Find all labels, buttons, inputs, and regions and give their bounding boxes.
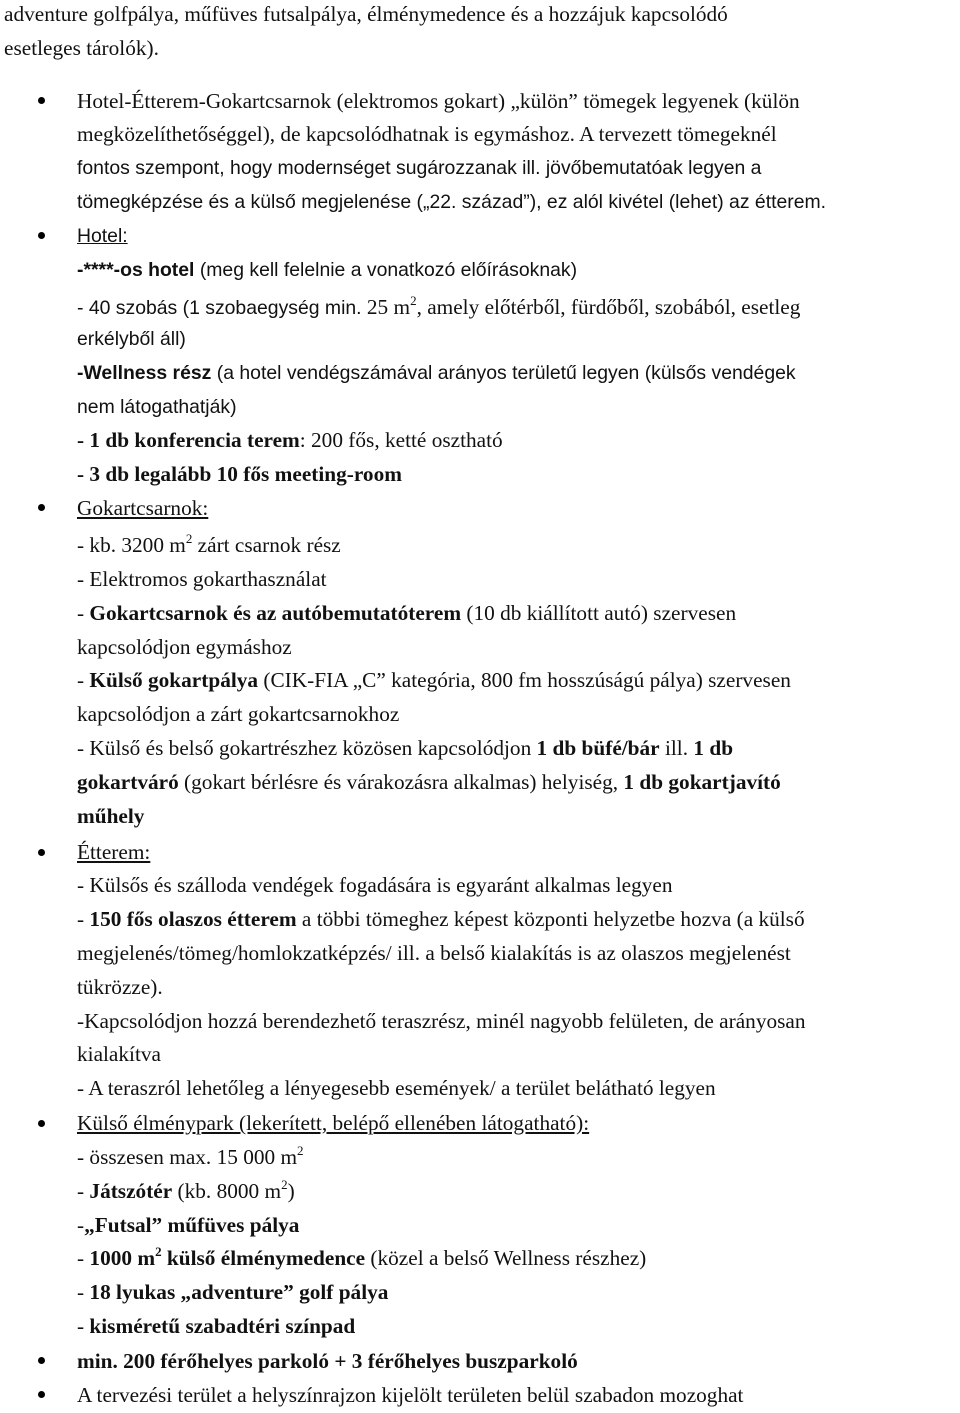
bullet-icon	[38, 97, 45, 104]
bullet-icon	[38, 1120, 45, 1127]
text-line: - 150 fős olaszos étterem a többi tömeghez képest központi helyzetbe hozva (a külső	[77, 907, 805, 931]
text-line: gokartváró (gokart bérlésre és várakozásra alkalmas) helyiség, 1 db gokartjavító	[77, 770, 781, 794]
text-line: - Játszótér (kb. 8000 $m^2$)	[77, 1177, 295, 1203]
section-heading-gokart: Gokartcsarnok:	[77, 496, 209, 520]
text-line: erkélyből áll)	[77, 328, 186, 350]
text-line: -****-os hotel (meg kell felelnie a vonatkozó előírásoknak)	[77, 259, 578, 281]
text-line: kapcsolódjon egymáshoz	[77, 635, 292, 659]
section-heading-hotel: Hotel:	[77, 225, 128, 247]
text-line: - összesen max. 15 000 $m^2$	[77, 1143, 304, 1169]
bullet-icon	[38, 1391, 45, 1398]
text-line: -„Futsal” műfüves pálya	[77, 1213, 300, 1237]
text-line: - Elektromos gokarthasználat	[77, 567, 327, 591]
text-line: megközelíthetőséggel), de kapcsolódhatnak is egymáshoz. A tervezett tömegeknél	[77, 122, 777, 146]
text-line: megjelenés/tömeg/homlokzatképzés/ ill. a belső kialakítás is az olaszos megjelenést	[77, 941, 791, 965]
bullet-icon	[38, 504, 45, 511]
text-line: - kisméretű szabadtéri színpad	[77, 1314, 356, 1338]
text-line: - Gokartcsarnok és az autóbemutatóterem (10 db kiállított autó) szervesen	[77, 601, 737, 625]
text-line: A tervezési terület a helyszínrajzon kijelölt területen belül szabadon mozoghat	[77, 1383, 744, 1407]
bullet-icon	[38, 849, 45, 856]
text-line: - Külső gokartpálya (CIK-FIA „C” kategória, 800 fm hosszúságú pálya) szervesen	[77, 668, 791, 692]
text-line: - kb. 3200 $m^2$ zárt csarnok rész	[77, 531, 341, 557]
text-line: fontos szempont, hogy modernséget sugározzanak ill. jövőbemutatóak legyen a	[77, 157, 762, 179]
text-line: nem látogathatják)	[77, 396, 237, 418]
text-line: - 1000 $m^2$ külső élménymedence (közel a belső Wellness részhez)	[77, 1244, 647, 1270]
text-line: adventure golfpálya, műfüves futsalpálya, élménymedence és a hozzájuk kapcsolódó	[4, 2, 728, 26]
text-line: -Kapcsolódjon hozzá berendezhető teraszrész, minél nagyobb felületen, de arányosan	[77, 1009, 806, 1033]
text-line: - Külső és belső gokartrészhez közösen kapcsolódjon 1 db büfé/bár ill. 1 db	[77, 736, 734, 760]
section-heading-park: Külső élménypark (lekerített, belépő ellenében látogatható):	[77, 1111, 590, 1135]
text-line: kapcsolódjon a zárt gokartcsarnokhoz	[77, 702, 400, 726]
text-line: - 1 db konferencia terem: 200 fős, ketté osztható	[77, 428, 503, 452]
bullet-icon	[38, 1357, 45, 1364]
bullet-icon	[38, 232, 45, 239]
text-line: esetleges tárolók).	[4, 36, 159, 60]
text-line: - Külsős és szálloda vendégek fogadására is egyaránt alkalmas legyen	[77, 873, 673, 897]
text-line: tömegképzése és a külső megjelenése („22. század”), ez alól kivétel (lehet) az étterem.	[77, 191, 827, 213]
text-line: -Wellness rész (a hotel vendégszámával arányos területű legyen (külsős vendégek	[77, 362, 796, 384]
text-line: - 3 db legalább 10 fős meeting-room	[77, 462, 402, 486]
text-line: - A teraszról lehetőleg a lényegesebb események/ a terület belátható legyen	[77, 1076, 716, 1100]
text-line: min. 200 férőhelyes parkoló + 3 férőhelyes buszparkoló	[77, 1349, 578, 1373]
text-line: - 40 szobás (1 szobaegység min. 25 $m^2$, amely előtérből, fürdőből, szobából, esetleg	[77, 293, 801, 319]
text-line: műhely	[77, 804, 145, 828]
text-line: Hotel-Étterem-Gokartcsarnok (elektromos gokart) „külön” tömegek legyenek (külön	[77, 89, 800, 113]
section-heading-etterem: Étterem:	[77, 840, 151, 864]
text-line: tükrözze).	[77, 975, 163, 999]
text-line: kialakítva	[77, 1042, 161, 1066]
text-line: - 18 lyukas „adventure” golf pálya	[77, 1280, 389, 1304]
